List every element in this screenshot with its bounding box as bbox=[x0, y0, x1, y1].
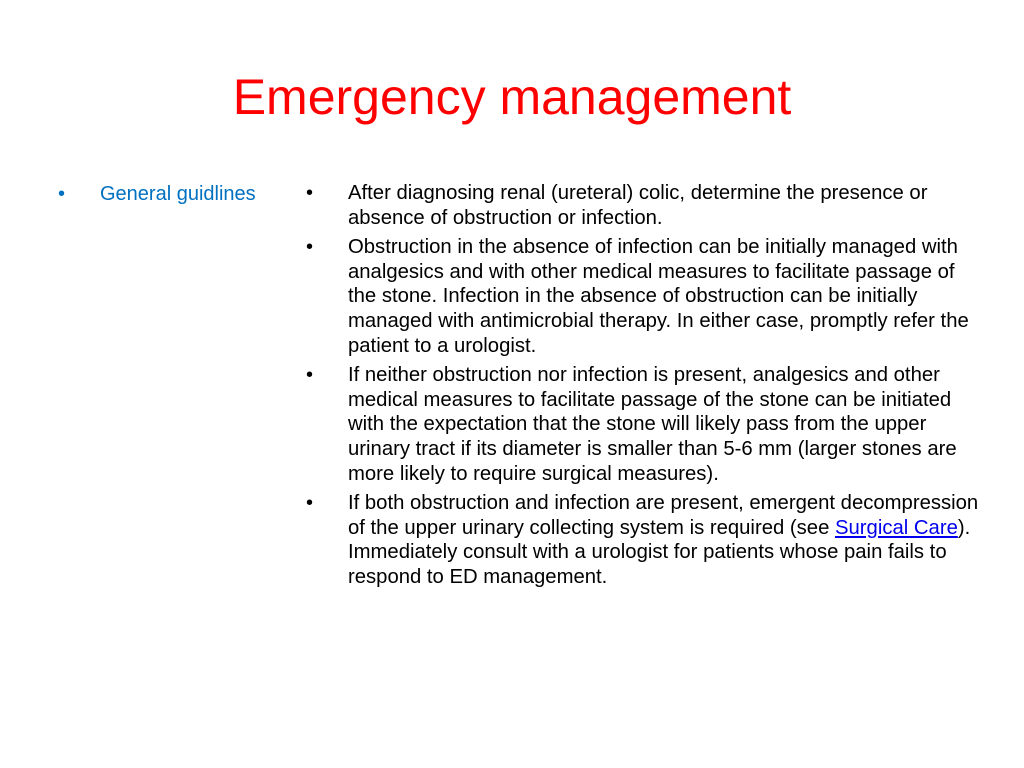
slide-title: Emergency management bbox=[232, 69, 792, 125]
list-item bbox=[58, 181, 298, 207]
bullet-icon: • bbox=[58, 183, 66, 205]
bullet-text-after-link: ). Immediately consult with a urologist for patients whose pain fails to respond to ED management. bbox=[348, 516, 971, 588]
bullet-text: After diagnosing renal (ureteral) colic, determine the presence or absence of obstruction or infection. bbox=[348, 182, 928, 229]
list-item bbox=[306, 491, 986, 589]
surgical-care-link[interactable]: Surgical Care bbox=[834, 516, 958, 539]
right-column bbox=[306, 181, 986, 595]
bullet-text: Obstruction in the absence of infection can be initially managed with analgesics and with other medical measures to facilitate passage of the stone. Infection in the absence of obstruction can be initially managed with antimicrobial therapy. In either case, promptly refer the patient to a urologist. bbox=[348, 236, 969, 357]
bullet-text-before-link: If both obstruction and infection are present, emergent decompression of the upper urinary collecting system is required (see bbox=[348, 492, 979, 539]
list-item bbox=[306, 363, 986, 486]
bullet-icon: • bbox=[306, 236, 314, 259]
bullet-icon: • bbox=[306, 182, 314, 204]
bullet-icon: • bbox=[306, 492, 314, 515]
list-item bbox=[306, 235, 986, 358]
bullet-text: If neither obstruction nor infection is present, analgesics and other medical measures to facilitate passage of the stone can be initiated with the expectation that the stone will likely pass from the upper urinary tract if its diameter is smaller than 5-6 mm (larger stones are more likely to require surgical measures). bbox=[348, 364, 957, 485]
left-column bbox=[58, 181, 298, 207]
bullet-text bbox=[348, 491, 986, 589]
list-item bbox=[306, 181, 986, 230]
section-label: General guidlines bbox=[100, 183, 256, 205]
bullet-icon: • bbox=[306, 364, 314, 387]
